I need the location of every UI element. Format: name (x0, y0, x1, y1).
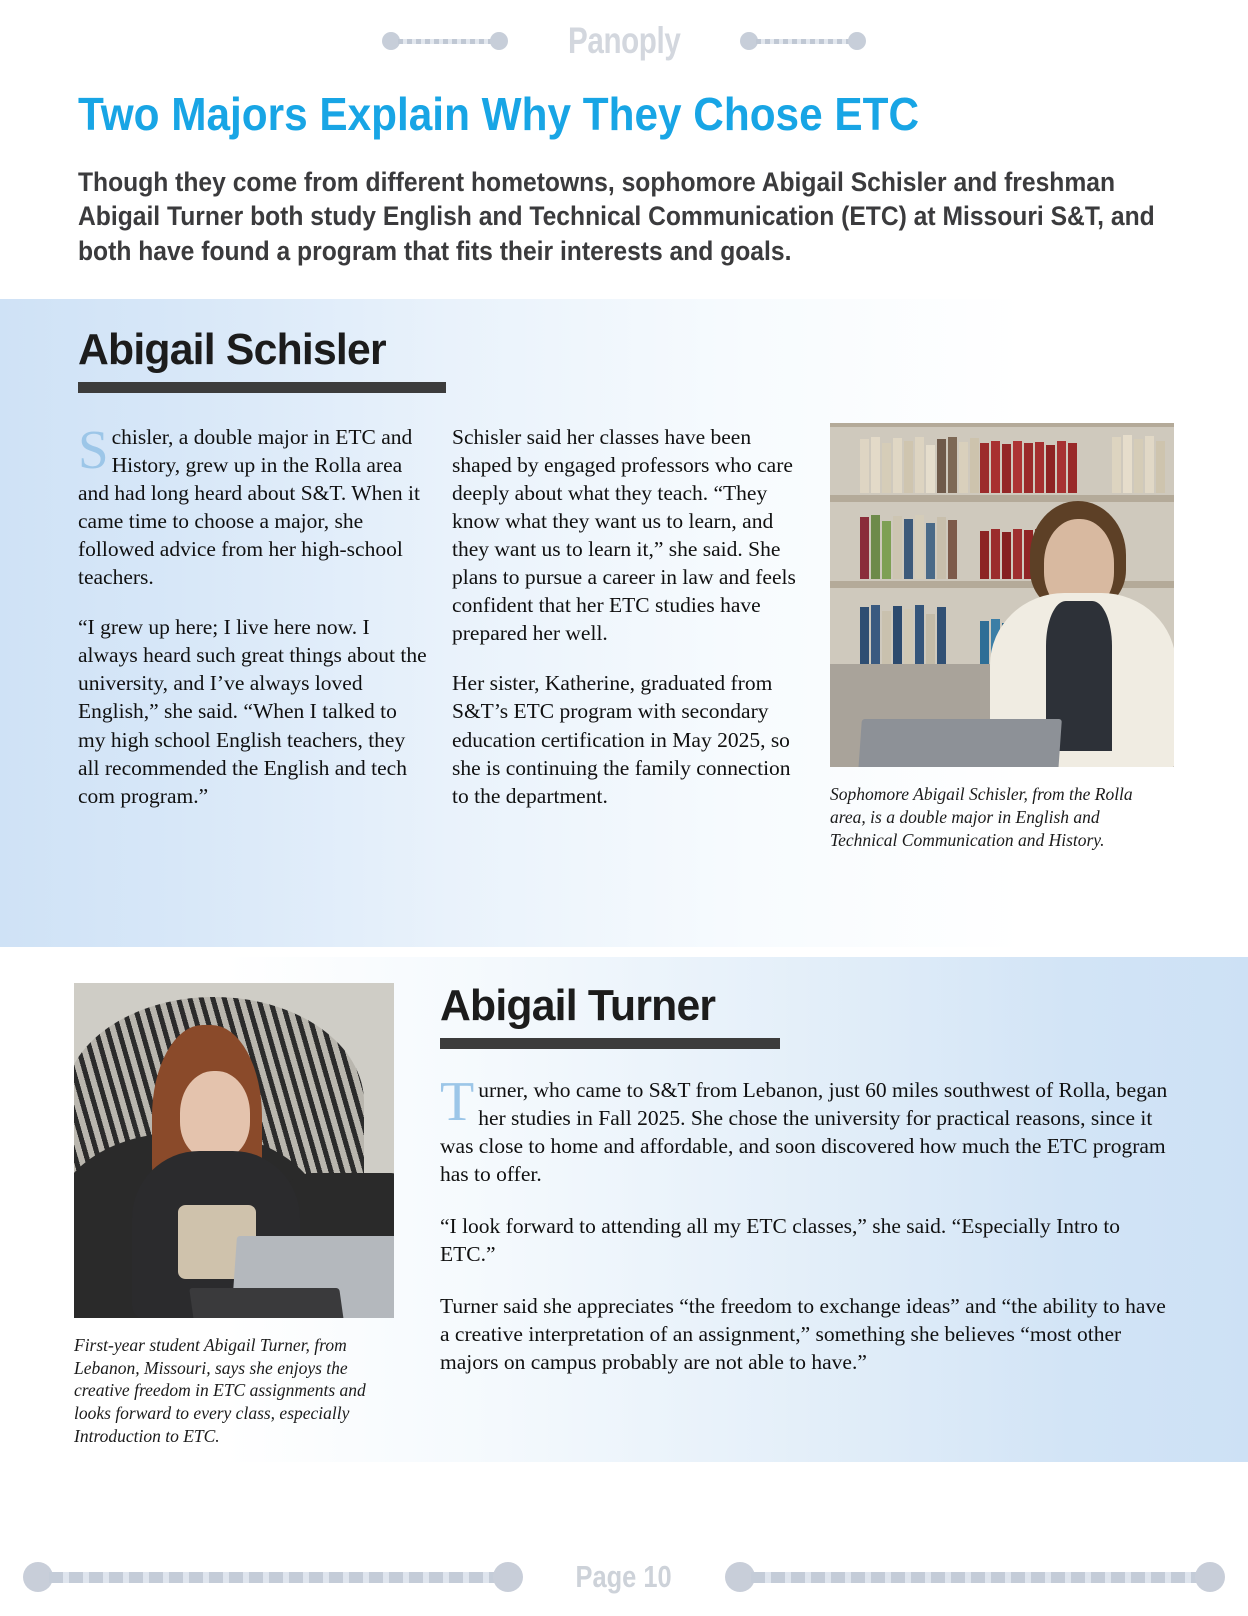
dashed-line-decoration (398, 39, 492, 44)
schisler-body (78, 419, 1174, 851)
schisler-column-2 (452, 423, 800, 810)
section-abigail-schisler (0, 299, 1248, 947)
footer-rule-left (23, 1562, 523, 1592)
turner-photo (74, 983, 394, 1318)
masthead-rule-left (382, 32, 508, 50)
turner-heading-group (440, 980, 780, 1049)
turner-heading-rule (440, 1038, 780, 1049)
dot-decoration-icon (493, 1562, 523, 1592)
turner-photo-column (74, 983, 394, 1448)
masthead (0, 0, 1248, 82)
turner-text-column (440, 980, 1170, 1377)
schisler-photo-caption: Sophomore Abigail Schisler, from the Rolla area, is a double major in English and Technical Communication and History. (830, 784, 1133, 850)
footer-rule-right (725, 1562, 1225, 1592)
schisler-paragraph: Her sister, Katherine, graduated from S&T’s ETC program with secondary education certification in May 2025, so she is continuing the family connection to the department. (452, 671, 791, 808)
dot-decoration-icon (490, 32, 508, 50)
turner-photo-caption: First-year student Abigail Turner, from Lebanon, Missouri, says she enjoys the creative freedom in ETC assignments and looks forward to every class, especially Introduction to ETC. (74, 1334, 366, 1446)
dashed-line-decoration (756, 39, 850, 44)
schisler-column-1 (78, 419, 428, 810)
publication-title: Panoply (567, 20, 681, 61)
page-footer (0, 1538, 1248, 1616)
article-deck: Though they come from different hometowns, sophomore Abigail Schisler and freshman Abigail Turner both study English and Technical Communication (ETC) at Missouri S&T, and both have found a program that fits their interests and goals. (78, 166, 1155, 267)
schisler-photo (830, 423, 1174, 767)
schisler-heading-group (78, 324, 446, 393)
dashed-line-decoration (49, 1572, 497, 1583)
dot-decoration-icon (848, 32, 866, 50)
schisler-paragraph: Schisler, a double major in ETC and History, grew up in the Rolla area and had long heard about S&T. When it came time to choose a major, she followed advice from her high-school teachers. (78, 419, 420, 590)
turner-paragraph: Turner said she appreciates “the freedom to exchange ideas” and “the ability to have a creative interpretation of an assignment,” something she believes “most other majors on campus probably are not able to have.” (440, 1293, 1166, 1374)
dashed-line-decoration (751, 1572, 1199, 1583)
schisler-paragraph: Schisler said her classes have been shaped by engaged professors who care deeply about what they teach. “They know what they want us to learn, and they want us to learn it,” she said. She plans to pursue a career in law and feels confident that her ETC studies have prepared her well. (452, 425, 796, 646)
article-headline: Two Majors Explain Why They Chose ETC (78, 88, 920, 140)
schisler-section-heading: Abigail Schisler (78, 324, 386, 374)
title-block (0, 82, 1248, 299)
turner-body (74, 980, 1174, 1448)
section-divider (0, 947, 1248, 957)
section-abigail-turner (0, 957, 1248, 1462)
page-number: Page 10 (575, 1559, 673, 1594)
schisler-heading-rule (78, 382, 446, 393)
turner-paragraph: “I look forward to attending all my ETC classes,” she said. “Especially Intro to ETC.” (440, 1213, 1121, 1266)
schisler-photo-column (830, 423, 1174, 851)
dot-decoration-icon (1195, 1562, 1225, 1592)
schisler-paragraph: “I grew up here; I live here now. I always heard such great things about the university, and I’ve always loved English,” she said. “When I talked to my high school English teachers, they all recommended the English and tech com program.” (78, 615, 427, 808)
masthead-rule-right (740, 32, 866, 50)
turner-paragraph: Turner, who came to S&T from Lebanon, just 60 miles southwest of Rolla, began her studies in Fall 2025. She chose the university for practical reasons, since it was close to home and affordable, and soon discovered how much the ETC program has to offer. (440, 1071, 1168, 1186)
turner-section-heading: Abigail Turner (440, 980, 716, 1030)
